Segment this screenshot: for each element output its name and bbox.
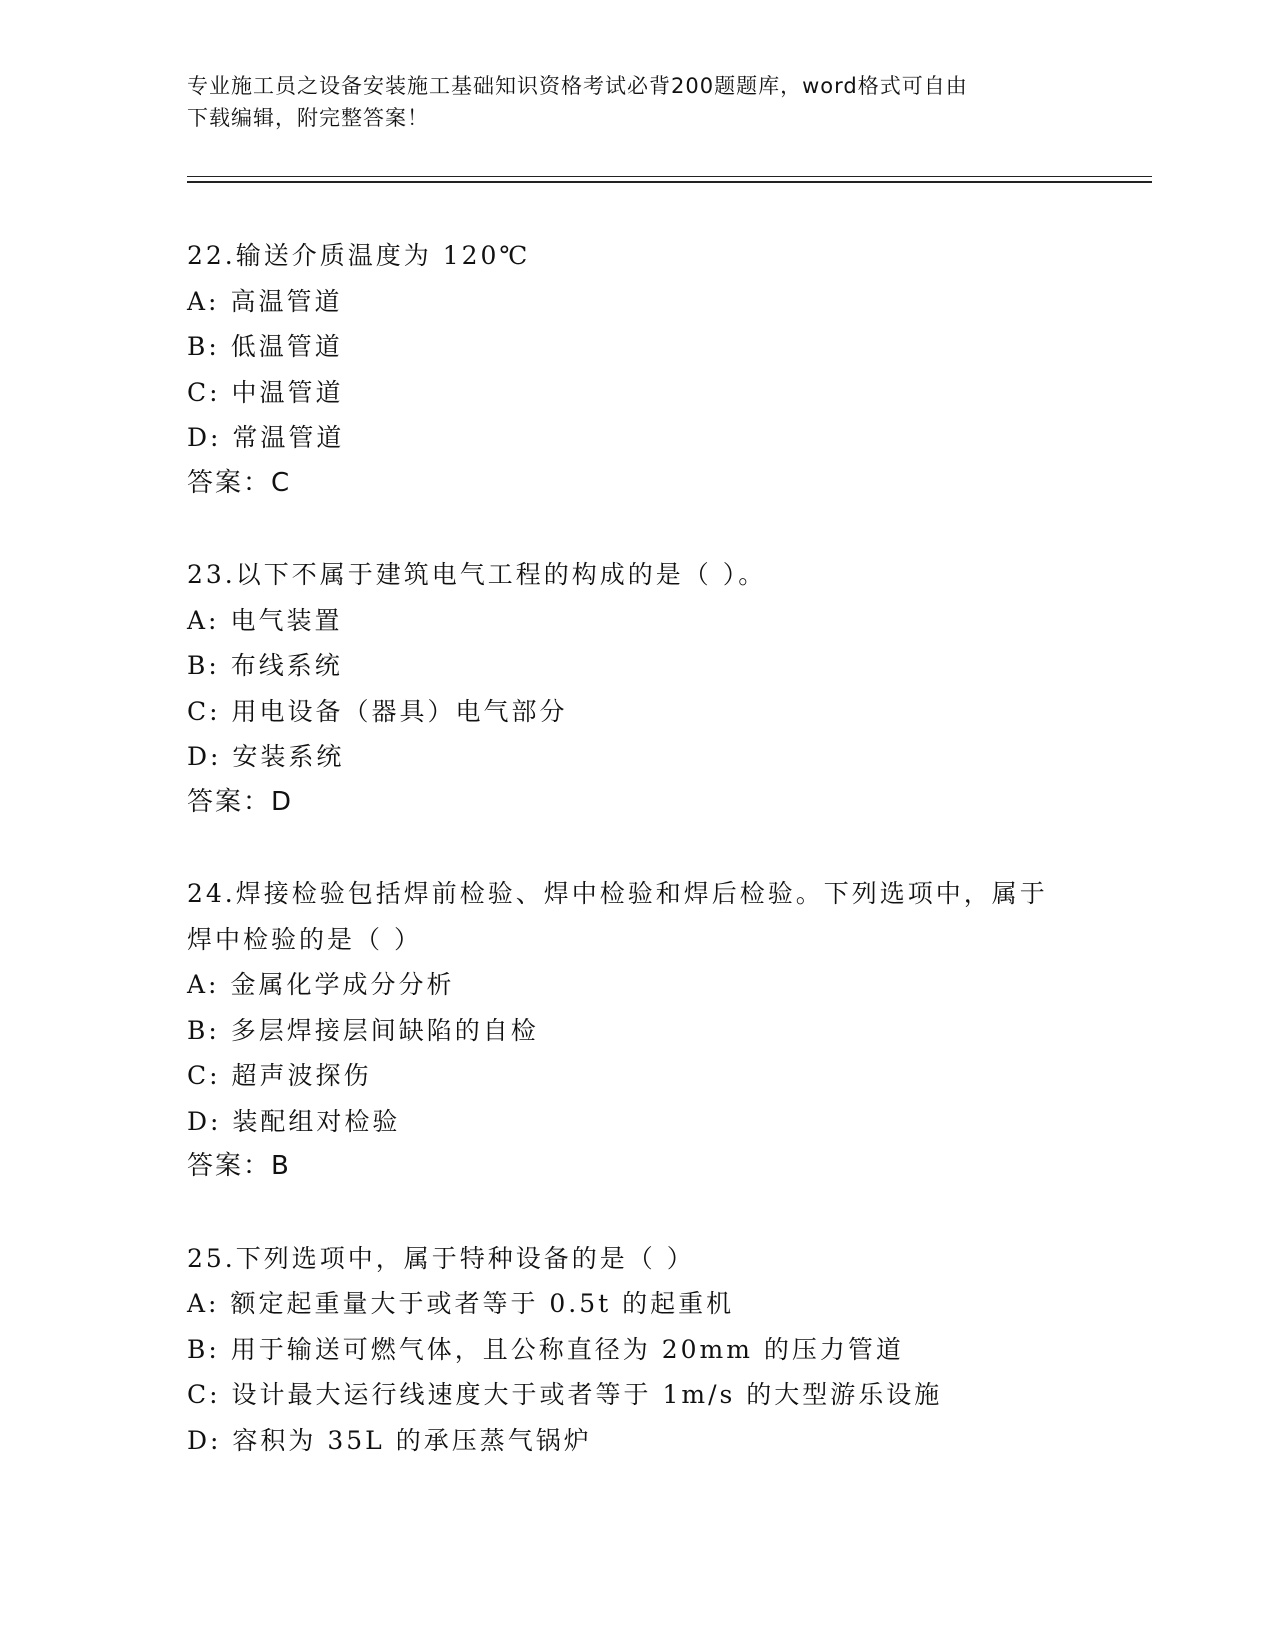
option-text: 用于输送可燃气体，且公称直径为 20mm 的压力管道 [230, 1334, 904, 1364]
option-letter: A: [187, 970, 220, 999]
question-number: 24. [187, 879, 236, 908]
answer-label: 答案： [187, 1151, 272, 1181]
option-b [187, 1008, 1137, 1054]
question-number: 23. [187, 560, 236, 589]
header-line-1: 专业施工员之设备安装施工基础知识资格考试必背200题题库，word格式可自由 [187, 74, 968, 98]
answer-label: 答案： [187, 467, 272, 498]
option-letter: C: [187, 1380, 221, 1409]
option-d [187, 734, 1137, 780]
answer-line [187, 1144, 1137, 1190]
question-text [187, 1236, 1137, 1282]
option-letter: C: [187, 696, 221, 726]
option-letter: C: [187, 377, 221, 407]
header-line-2: 下载编辑，附完整答案！ [187, 106, 429, 130]
option-text: 常温管道 [232, 423, 345, 452]
question-number: 22. [187, 241, 236, 270]
option-text: 装配组对检验 [232, 1106, 401, 1136]
option-b [187, 324, 1137, 370]
question-22 [187, 233, 1137, 506]
answer-value: C [271, 467, 292, 498]
option-letter: A: [187, 286, 220, 316]
question-number: 25. [187, 1243, 236, 1273]
option-text: 多层焊接层间缺陷的自检 [230, 1015, 539, 1045]
option-a [187, 962, 1137, 1008]
question-text [187, 871, 1137, 917]
option-letter: D: [187, 1425, 222, 1455]
option-c [187, 1053, 1137, 1099]
option-a [187, 598, 1137, 644]
option-text: 低温管道 [230, 332, 343, 361]
option-text: 安装系统 [232, 742, 345, 771]
question-stem: 以下不属于建筑电气工程的构成的是（ ）。 [235, 560, 767, 589]
answer-value: B [271, 1151, 291, 1181]
option-letter: B: [187, 651, 220, 680]
option-text: 超声波探伤 [231, 1061, 372, 1090]
option-a [187, 1281, 1137, 1327]
document-header [187, 70, 1087, 134]
option-text: 容积为 35L 的承压蒸气锅炉 [232, 1425, 592, 1455]
option-text: 电气装置 [230, 605, 343, 635]
option-text: 高温管道 [230, 286, 343, 316]
answer-line [187, 780, 1137, 826]
option-letter: B: [187, 1334, 220, 1364]
answer-line [187, 461, 1137, 507]
option-d [187, 1099, 1137, 1145]
option-letter: D: [187, 423, 222, 452]
option-b [187, 643, 1137, 689]
header-divider-thin [187, 176, 1152, 177]
option-c [187, 689, 1137, 735]
option-a [187, 279, 1137, 325]
option-letter: B: [187, 1015, 220, 1045]
option-letter: A: [187, 605, 220, 635]
option-letter: C: [187, 1061, 221, 1090]
option-d [187, 1418, 1137, 1464]
option-letter: D: [187, 1106, 222, 1136]
option-d [187, 415, 1137, 461]
option-text: 设计最大运行线速度大于或者等于 1m/s 的大型游乐设施 [231, 1380, 943, 1409]
option-letter: D: [187, 742, 222, 771]
option-c [187, 370, 1137, 416]
question-stem: 输送介质温度为 120℃ [235, 241, 531, 270]
question-stem-line-1: 焊接检验包括焊前检验、焊中检验和焊后检验。下列选项中，属于 [235, 879, 1048, 908]
question-stem-line-2: 焊中检验的是（ ） [187, 924, 422, 954]
question-text [187, 552, 1137, 598]
option-c [187, 1372, 1137, 1418]
option-text: 中温管道 [231, 377, 344, 407]
question-24 [187, 871, 1137, 1190]
question-list [187, 233, 1137, 1509]
option-text: 额定起重量大于或者等于 0.5t 的起重机 [230, 1289, 735, 1318]
question-stem: 下列选项中，属于特种设备的是（ ） [235, 1243, 695, 1273]
question-25 [187, 1236, 1137, 1464]
option-text: 用电设备（器具）电气部分 [231, 696, 568, 726]
header-divider-thick [187, 181, 1152, 183]
option-text: 布线系统 [230, 651, 343, 680]
question-text [187, 233, 1137, 279]
answer-label: 答案： [187, 786, 272, 817]
option-b [187, 1327, 1137, 1373]
option-letter: B: [187, 332, 220, 361]
answer-value: D [271, 786, 294, 817]
option-letter: A: [187, 1289, 220, 1318]
question-23 [187, 552, 1137, 825]
option-text: 金属化学成分分析 [230, 970, 455, 999]
